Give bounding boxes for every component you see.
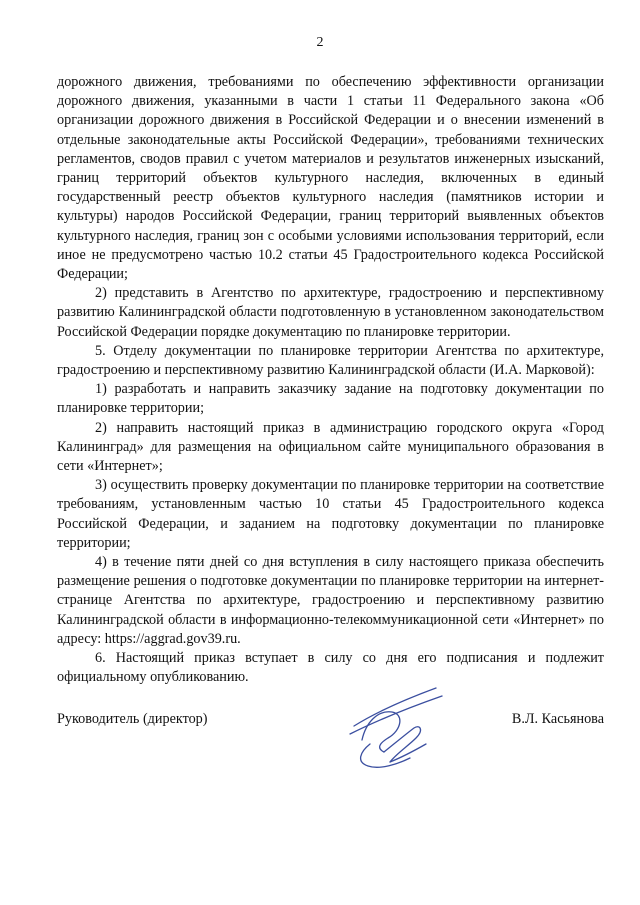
page-number: 2 [316,35,324,50]
paragraph-section-5-item-1: 1) разработать и направить заказчику задание на подготовку документации по планировке территории; [57,381,604,417]
paragraph-item-2-present: 2) представить в Агентство по архитектуре, градостроению и перспективному развитию Калининградской области подготовленную в установленном законодательством Российской Федерации порядке документацию по планировке территории. [57,285,604,340]
paragraph-continuation: дорожного движения, требованиями по обеспечению эффективности организации дорожного движения, указанными в части 1 статьи 11 Федерального закона «Об организации дорожного движения в Российской Федерации и о внесении изменений в отдельные законодательные акты Российской Федерации», требованиями технических регламентов, сводов правил с учетом материалов и результатов инженерных изысканий, границ территорий объектов культурного наследия, включенных в единый государственный реестр объектов культурного наследия (памятников истории и культуры) народов Российской Федерации, границ территорий выявленных объектов культурного наследия, границ зон с особыми условиями использования территорий, если иное не предусмотрено частью 10.2 статьи 45 Градостроительного кодекса Российской Федерации; [57,74,604,283]
paragraph-section-6: 6. Настоящий приказ вступает в силу со дня его подписания и подлежит официальному опубликованию. [57,650,604,686]
paragraph-section-5-item-2: 2) направить настоящий приказ в администрацию городского округа «Город Калининград» для размещения на официальном сайте муниципального образования в сети «Интернет»; [57,419,604,475]
signature-block [57,710,604,810]
signatory-name: В.Л. Касьянова [511,711,604,727]
signatory-title: Руководитель (директор) [57,711,208,727]
paragraph-section-5-item-3: 3) осуществить проверку документации по планировке территории на соответствие требованиям, установленным частью 10 статьи 45 Градостроительного кодекса Российской Федерации, и заданием на подготовку документации по планировке территории; [57,477,604,551]
document-body [57,73,604,688]
paragraph-section-5: 5. Отделу документации по планировке территории Агентства по архитектуре, градостроению и перспективному развитию Калининградской области (И.А. Марковой): [57,342,604,379]
handwritten-signature [340,682,455,772]
paragraph-section-5-item-4: 4) в течение пяти дней со дня вступления в силу настоящего приказа обеспечить размещение решения о подготовке документации по планировке территории на интернет-странице Агентства по архитектуре, градостроению и перспективному развитию Калининградской области в информационно-телекоммуникационной сети «Интернет» по адресу: https://aggrad.gov39.ru. [57,554,604,647]
